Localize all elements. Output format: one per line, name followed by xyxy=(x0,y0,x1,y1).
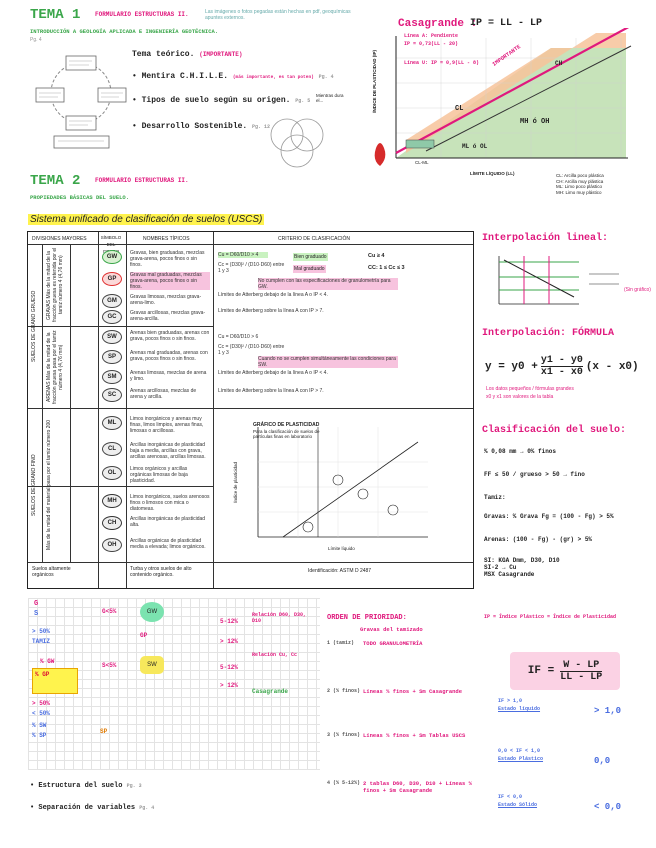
criteria-cc-gravel: Cc = (D30)² / (D10·D60) entre 1 y 3 xyxy=(218,262,285,274)
tema2-subtitle: FORMULARIO ESTRUCTURAS II. xyxy=(95,177,189,184)
flow-diagram: G S > 50% TAMIZ % GW % GP > 50% < 50% % SW % SP G<5% GW GP S<5% SW SP 5-12% > 12% 5-12% > 12% Relación D60, D30, D10 Relación Cu, Cc Casagrande xyxy=(28,598,320,770)
flow-node-sw: SW xyxy=(140,656,164,674)
casagrande-legend: CL: Arcilla poco plástica CH: Arcilla muy plástica ML: Limo poco plástico MH: Limo muy plástico xyxy=(556,173,604,195)
uscs-symbol-sc: SC xyxy=(102,388,122,402)
uscs-symbol-gw: GW xyxy=(102,250,122,264)
uscs-name-ml: Limos inorgánicos y arenas muy finas, limos limpios, arenas finas, limosas o arcillosas. xyxy=(130,416,204,434)
annot-cc: CC: 1 ≤ Cc ≤ 3 xyxy=(368,265,405,271)
tema1-item-3: • Desarrollo Sostenible. Pg. 12 xyxy=(132,122,271,131)
indice-formula: IF = $\frac{W - LP}{LL - LP}$ xyxy=(510,652,620,690)
tema1-intro: INTRODUCCIÓN A GEOLOGÍA APLICADA E INGENIERÍA GEOTÉCNICA. xyxy=(30,28,219,35)
uscs-footer-right: Identificación: ASTM D 2487 xyxy=(308,568,372,574)
plasticity-xlabel: Límite líquido xyxy=(328,546,355,551)
uscs-symbol-sw: SW xyxy=(102,330,122,344)
uscs-fine-sub: Más de la mitad del material pasa por el tamiz número 200 xyxy=(46,419,52,551)
uscs-symbol-gc: GC xyxy=(102,310,122,324)
tema2-title: TEMA 2 xyxy=(30,173,81,189)
casagrande-label-mh: MH ó OH xyxy=(520,118,550,126)
criteria-sp: Cuando no se cumplen simultáneamente las condiciones para SW. xyxy=(258,356,398,368)
annot-cu: Cu ≥ 4 xyxy=(368,253,385,259)
criteria-cu-sand: Cu = D60/D10 > 6 xyxy=(218,334,259,340)
uscs-name-sc: Arenas arcillosas, mezclas de arena y arcilla. xyxy=(130,388,197,400)
tema1-side-note: Mientras dura el... xyxy=(316,93,344,103)
uscs-name-cl: Arcillas inorgánicas de plasticidad baja a media, arcillas con grava, arcillas arenosas, arcillas limosas. xyxy=(130,442,206,460)
casagrande-note-0: Línea A: Pendiente xyxy=(404,33,459,39)
uscs-name-gm: Gravas limosas, mezclas grava-arena-limo. xyxy=(130,294,202,306)
casagrande-label-cl: CL xyxy=(455,105,464,113)
plasticity-ylabel: Índice de plasticidad xyxy=(233,462,238,503)
uscs-name-gc: Gravas arcillosas, mezclas grava-arena-arcilla. xyxy=(130,310,206,322)
chile-diagram xyxy=(34,48,129,153)
uscs-symbol-ml: ML xyxy=(102,416,122,430)
interp-lineal-note: (Sin gráfico) xyxy=(624,287,651,293)
plasticity-note: Para la clasificación de suelos de partículas finas en laboratorio xyxy=(253,429,320,439)
casagrande-note-2: Línea U: IP = 0,9(LL - 8) xyxy=(404,60,480,66)
interp-formula-note2: x0 y x1 son valores de la tabla xyxy=(486,394,554,400)
criteria-cc-sand: Cc = (D30)² / (D10·D60) entre 1 y 3 xyxy=(218,344,285,356)
clasif-lines: % 0,08 mm → 0% finos FF ≤ 50 / grueso > 50 → fino Tamiz: Gravas: % Grava Fg = (100 - Fg) > 5% Arenas: (100 - Fg) - (gr) > 5% SI: KGA Dmm, D30, D10 SI-2 → Cu MSX Casagrande xyxy=(484,448,614,578)
uscs-name-sm: Arenas limosas, mezclas de arena y limo. xyxy=(130,370,207,382)
uscs-header-criteria: CRITERIO DE CLASIFICACIÓN xyxy=(278,236,350,242)
flow-node-gw: GW xyxy=(140,602,164,622)
uscs-fine-label: SUELOS DE GRANO FINO xyxy=(31,454,37,516)
interp-formula-note1: Los datos pequeños / fórmulas grandes xyxy=(486,386,574,392)
casagrande-label-clml: CL-ML xyxy=(415,160,429,165)
uscs-footer-mid: Turba y otros suelos de alto contenido orgánico. xyxy=(130,566,192,578)
tema1-intro-page: Pg. 4 xyxy=(30,37,42,43)
orden-title: ORDEN DE PRIORIDAD: xyxy=(327,614,407,622)
uscs-name-gp: Gravas mal graduadas, mezclas grava-arena, pocos finos o sin finos. xyxy=(130,272,210,290)
tema1-title: TEMA 1 xyxy=(30,7,81,23)
uscs-name-ch: Arcillas inorgánicas de plasticidad alta. xyxy=(130,516,206,528)
uscs-symbol-gp: GP xyxy=(102,272,122,286)
interp-lineal-graph xyxy=(484,252,644,307)
uscs-plasticity-chart xyxy=(233,422,433,552)
criteria-gc: Límites de Atterberg sobre la línea A con IP > 7. xyxy=(218,308,324,314)
tema2-intro: PROPIEDADES BÁSICAS DEL SUELO. xyxy=(30,194,130,201)
uscs-name-ol: Limos orgánicos y arcillas orgánicas limosas de baja plasticidad. xyxy=(130,466,188,484)
orden-sub: Gravas del tamizado xyxy=(360,626,423,633)
clasif-title: Clasificación del suelo: xyxy=(482,425,627,436)
uscs-gravel-label: GRAVAS Más de la mitad de la fracción gruesa es retenida por el tamiz número 4 (4,76 mm) xyxy=(46,247,64,323)
casagrande-note-1: IP = 0,73(LL - 20) xyxy=(404,41,459,47)
sustainability-venn xyxy=(262,115,332,170)
uscs-symbol-oh: OH xyxy=(102,538,122,552)
tema1-item-1: • Mentira C.H.I.L.E. (más importante, es tan poten) Pg. 4 xyxy=(132,72,334,81)
uscs-symbol-mh: MH xyxy=(102,494,122,508)
casagrande-tag: IMPORTANTE xyxy=(490,43,523,68)
uscs-criteria-coarse xyxy=(218,250,468,406)
tema1-subtitle: FORMULARIO ESTRUCTURAS II. xyxy=(95,11,189,18)
flow-caption2: • Separación de variables Pg. 4 xyxy=(30,804,155,812)
indice-note: IP = Índice Plástico = Índice de Plasticidad xyxy=(484,614,617,620)
interp-formula-title: Interpolación: FÓRMULA xyxy=(482,328,615,339)
casagrande-ylabel: ÍNDICE DE PLASTICIDAD (IP) xyxy=(372,50,377,113)
criteria-sm: Límites de Atterberg debajo de la línea A o IP < 4. xyxy=(218,370,328,376)
criteria-sc: Límites de Atterberg sobre la línea A con IP > 7. xyxy=(218,388,324,394)
criteria-gm: Límites de Atterberg debajo de la línea A o IP < 4. xyxy=(218,292,328,298)
uscs-coarse-label: SUELOS DE GRANO GRUESO xyxy=(31,290,37,362)
uscs-title: Sistema unificado de clasificación de suelos (USCS) xyxy=(30,214,263,225)
uscs-symbol-cl: CL xyxy=(102,442,122,456)
casagrande-title: Casagrande : xyxy=(398,18,478,30)
annot-gp: Mal graduado xyxy=(294,266,325,272)
uscs-symbol-ol: OL xyxy=(102,466,122,480)
uscs-symbol-sm: SM xyxy=(102,370,122,384)
criteria-gp: No cumplen con las especificaciones de granulometría para GW. xyxy=(258,278,398,290)
plasticity-title: GRÁFICO DE PLASTICIDAD xyxy=(253,422,320,428)
uscs-header-names: NOMBRES TÍPICOS xyxy=(143,236,190,242)
tema1-item-0: Tema teórico. (IMPORTANTE) xyxy=(132,50,243,59)
uscs-name-sp: Arenas mal graduadas, arenas con grava, pocos finos o sin finos. xyxy=(130,350,208,362)
casagrande-formula: IP = LL - LP xyxy=(470,18,543,29)
uscs-name-gw: Gravas, bien graduadas, mezclas grava-arena, pocos finos o sin finos. xyxy=(130,250,205,268)
uscs-name-sw: Arenas bien graduadas, arenas con grava, pocos finos o sin finos. xyxy=(130,330,210,342)
uscs-sand-label: ARENAS Más de la mitad de la fracción gruesa pasa por el tamiz número 4 (4,76 mm) xyxy=(46,330,64,404)
casagrande-label-ch: CH xyxy=(555,60,563,67)
tema1-item-2: • Tipos de suelo según su origen. Pg. 5 xyxy=(132,96,311,105)
interp-lineal-title: Interpolación lineal: xyxy=(482,233,609,244)
interp-formula: y = y0 + $\frac{y1 - y0}{x1 - x0}$ (x - x0) xyxy=(485,355,639,378)
flow-caption1: • Estructura del suelo Pg. 3 xyxy=(30,782,142,790)
tema1-note: Las imágenes o fotos pegadas están hechas en pdf, geoquímicas apuntes externos. xyxy=(205,9,351,21)
uscs-symbol-ch: CH xyxy=(102,516,122,530)
uscs-header-divisions: DIVISIONES MAYORES xyxy=(32,236,87,242)
uscs-name-mh: Limos inorgánicos, suelos arenosos finos o limosos con mica o diatomeas. xyxy=(130,494,210,512)
uscs-table xyxy=(27,231,474,589)
annot-gw: Bien graduado xyxy=(294,254,327,260)
uscs-symbol-gm: GM xyxy=(102,294,122,308)
uscs-symbol-sp: SP xyxy=(102,350,122,364)
criteria-cu-gravel: Cu = D60/D10 > 4 xyxy=(218,252,268,258)
uscs-header-symbol: SÍMBOLO DEL xyxy=(100,235,122,247)
casagrande-label-ml: ML ó OL xyxy=(462,143,488,150)
uscs-footer-left: Suelos altamente orgánicos xyxy=(32,566,71,578)
casagrande-xlabel: LÍMITE LÍQUIDO (LL) xyxy=(470,171,515,176)
uscs-name-oh: Arcillas orgánicas de plasticidad media a elevada; limos orgánicos. xyxy=(130,538,206,550)
